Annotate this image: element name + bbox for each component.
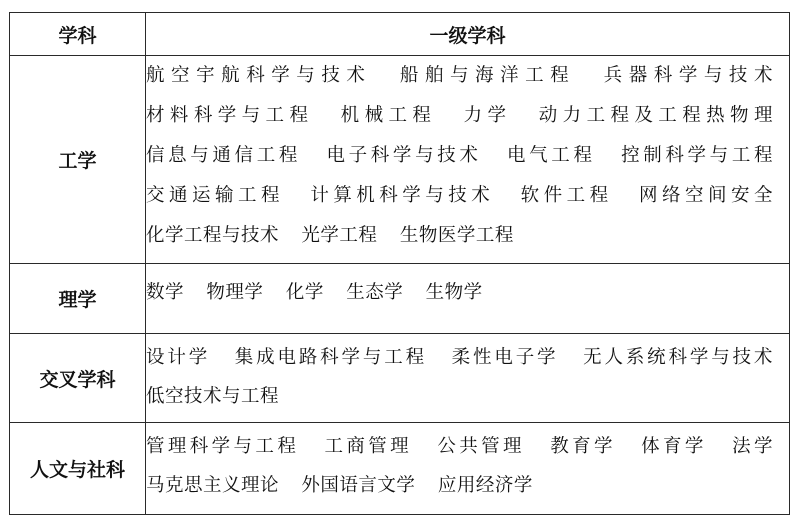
- discipline-item: 外国语言文学: [301, 475, 416, 496]
- discipline-item: 柔性电子学: [451, 347, 559, 368]
- discipline-item: 化学: [285, 282, 324, 303]
- discipline-item: 集成电路科学与工程: [234, 347, 427, 368]
- discipline-item: 低空技术与工程: [146, 386, 280, 407]
- discipline-item: 电子科学与技术: [326, 145, 482, 166]
- category-cell: 交叉学科: [10, 334, 146, 423]
- discipline-item: 力学: [463, 105, 512, 126]
- discipline-item: 体育学: [641, 436, 707, 457]
- category-cell: 人文与社科: [10, 423, 146, 515]
- discipline-list: [146, 264, 790, 334]
- discipline-table: [9, 12, 790, 515]
- discipline-item: 教育学: [550, 436, 616, 457]
- discipline-item: 船舶与海洋工程: [399, 65, 576, 86]
- discipline-item: 软件工程: [520, 185, 613, 206]
- header-discipline: 学科: [10, 13, 146, 56]
- discipline-item: 光学工程: [301, 225, 378, 246]
- category-cell: 工学: [10, 56, 146, 264]
- discipline-item: 生物学: [425, 282, 483, 303]
- discipline-item: 机械工程: [340, 105, 437, 126]
- discipline-item: 应用经济学: [437, 475, 533, 496]
- discipline-item: 马克思主义理论: [146, 475, 280, 496]
- table-row: [10, 334, 790, 423]
- discipline-item: 数学: [146, 282, 185, 303]
- discipline-item: 物理学: [206, 282, 264, 303]
- discipline-item: 法学: [732, 436, 773, 457]
- header-row: [10, 13, 790, 56]
- discipline-item: 管理科学与工程: [146, 436, 300, 457]
- category-cell: 理学: [10, 264, 146, 334]
- discipline-item: 设计学: [146, 347, 211, 368]
- table-row: [10, 423, 790, 515]
- discipline-item: 生态学: [346, 282, 404, 303]
- header-first-level-discipline: 一级学科: [146, 13, 790, 56]
- discipline-item: 公共管理: [437, 436, 525, 457]
- table-row: [10, 56, 790, 264]
- discipline-item: 控制科学与工程: [621, 145, 773, 166]
- discipline-item: 材料科学与工程: [146, 105, 314, 126]
- discipline-list: [146, 423, 790, 515]
- discipline-item: 信息与通信工程: [146, 145, 301, 166]
- discipline-item: 无人系统科学与技术: [583, 347, 773, 368]
- discipline-list: [146, 56, 790, 264]
- discipline-item: 生物医学工程: [399, 225, 514, 246]
- discipline-item: 兵器科学与技术: [603, 65, 773, 86]
- discipline-item: 网络空间安全: [638, 185, 773, 206]
- discipline-item: 交通运输工程: [146, 185, 284, 206]
- discipline-item: 电气工程: [507, 145, 596, 166]
- discipline-item: 动力工程及工程热物理: [538, 105, 773, 126]
- discipline-item: 计算机科学与技术: [310, 185, 495, 206]
- table-row: [10, 264, 790, 334]
- discipline-item: 工商管理: [324, 436, 413, 457]
- discipline-item: 化学工程与技术: [146, 225, 280, 246]
- discipline-list: [146, 334, 790, 423]
- discipline-item: 航空宇航科学与技术: [146, 65, 372, 86]
